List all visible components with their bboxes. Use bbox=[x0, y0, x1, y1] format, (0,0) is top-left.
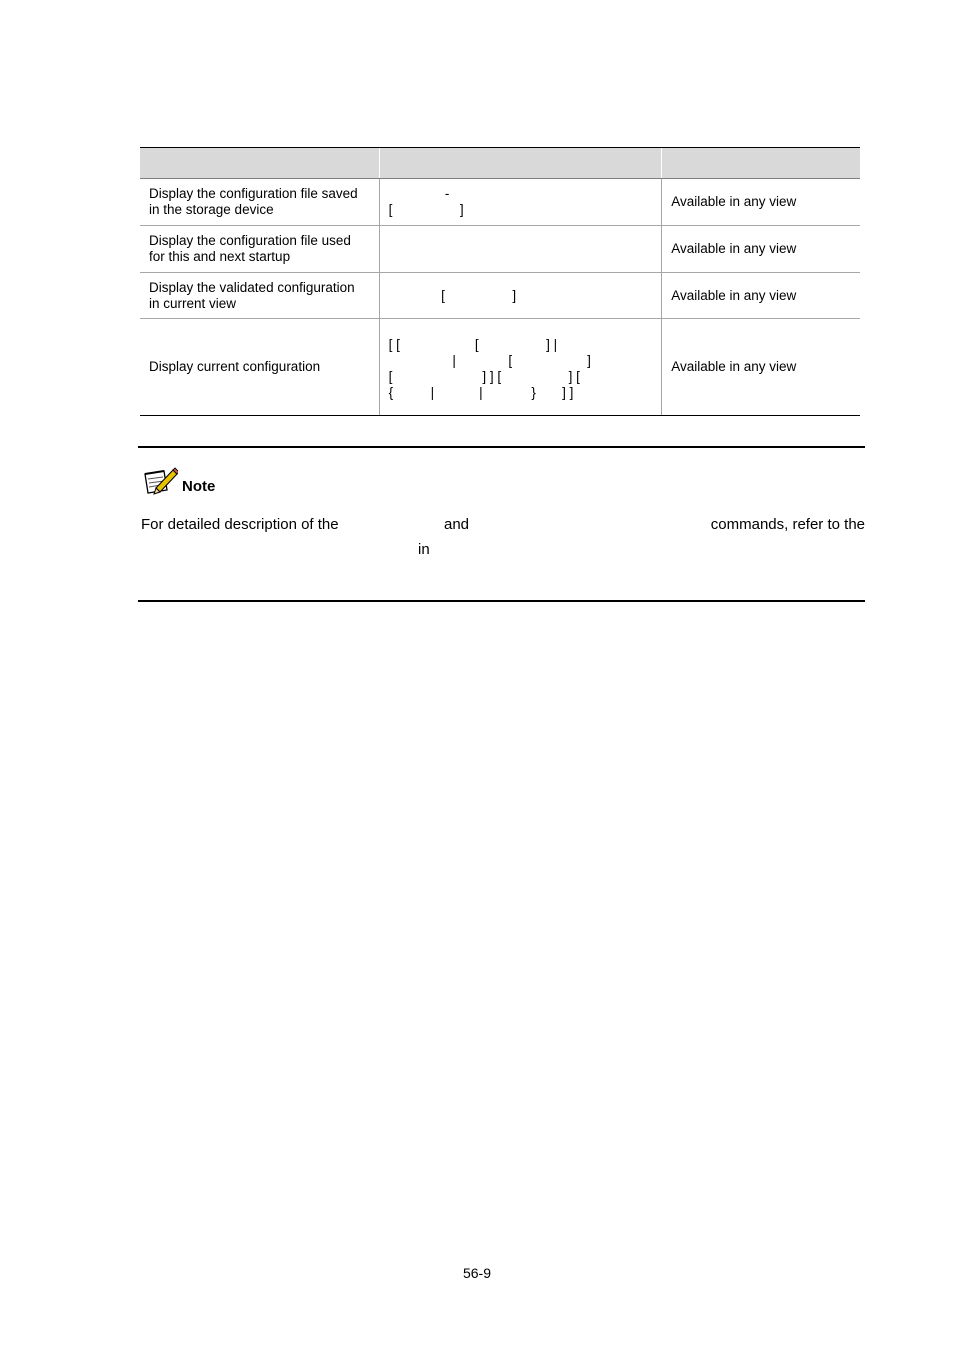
remarks-cell: Available in any view bbox=[662, 273, 860, 319]
header-task bbox=[140, 148, 379, 179]
task-cell bbox=[140, 179, 379, 226]
command-syntax: { | | } ] ] bbox=[388, 385, 574, 400]
task-text: Display the configuration file used bbox=[149, 233, 351, 248]
command-cell bbox=[379, 226, 662, 273]
page-number: 56-9 bbox=[462, 1265, 492, 1281]
table-row bbox=[140, 226, 860, 273]
task-text: Display the configuration file saved bbox=[149, 186, 358, 201]
task-cell bbox=[140, 273, 379, 319]
config-display-commands-table bbox=[140, 147, 860, 416]
table-header-row bbox=[140, 148, 860, 179]
remarks-cell: Available in any view bbox=[662, 179, 860, 226]
note-line bbox=[141, 512, 865, 537]
table-row bbox=[140, 273, 860, 319]
note-title: Note bbox=[182, 478, 216, 495]
task-text: for this and next startup bbox=[149, 249, 291, 264]
command-syntax: - bbox=[388, 186, 450, 201]
note-bottom-rule bbox=[138, 600, 865, 602]
note-text-segment: commands, refer to the bbox=[710, 516, 865, 533]
remarks-cell: Available in any view bbox=[662, 226, 860, 273]
note-line bbox=[141, 537, 865, 562]
remarks-cell: Available in any view bbox=[662, 319, 860, 416]
command-syntax: [ ] bbox=[388, 287, 517, 303]
header-command bbox=[379, 148, 662, 179]
note-top-rule bbox=[138, 446, 865, 448]
note-text-segment: in bbox=[418, 541, 430, 558]
command-syntax: [ [ [ ] | bbox=[388, 337, 558, 352]
task-text: in the storage device bbox=[149, 202, 274, 217]
task-cell bbox=[140, 319, 379, 416]
command-cell bbox=[379, 273, 662, 319]
command-cell bbox=[379, 179, 662, 226]
task-cell bbox=[140, 226, 379, 273]
command-cell bbox=[379, 319, 662, 416]
task-text: Display the validated configuration bbox=[149, 279, 355, 295]
task-text: Display current configuration bbox=[149, 359, 321, 374]
command-syntax: [ ] bbox=[388, 202, 464, 217]
note-text-segment: and bbox=[444, 516, 470, 533]
table-row bbox=[140, 179, 860, 226]
notepad-pencil-icon bbox=[142, 466, 178, 496]
note-text-segment: For detailed description of the bbox=[141, 516, 339, 533]
task-text: in current view bbox=[149, 295, 237, 311]
command-syntax: [ ] ] [ ] [ bbox=[388, 369, 580, 384]
table-row bbox=[140, 319, 860, 416]
command-syntax: | [ ] bbox=[388, 353, 591, 368]
header-remarks bbox=[662, 148, 860, 179]
note-body bbox=[141, 512, 865, 562]
